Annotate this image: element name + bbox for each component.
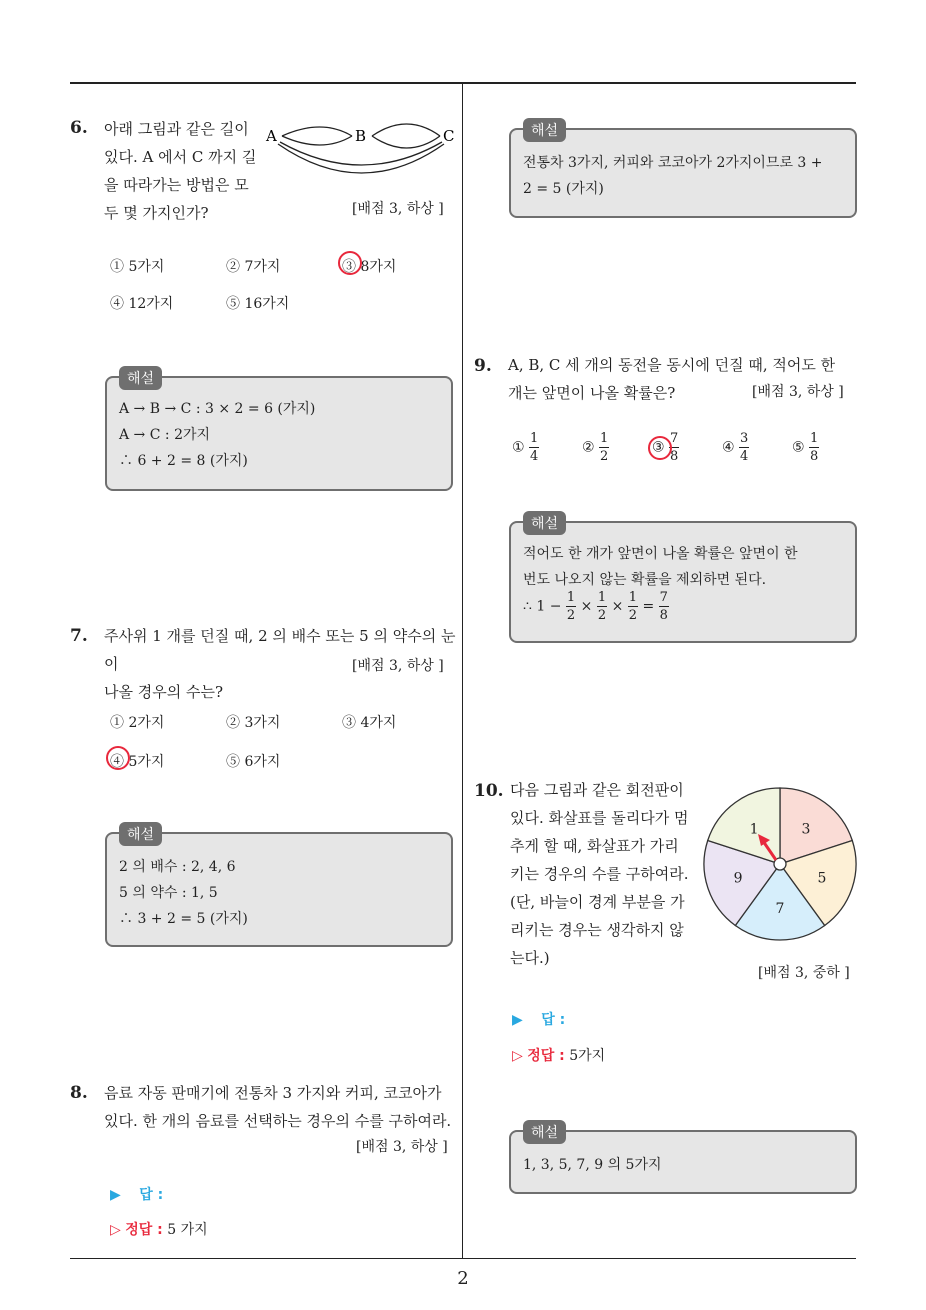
column-divider: [462, 83, 463, 1259]
answer-triangle-icon: ▶: [512, 1012, 523, 1028]
choice-mark: ⑤: [792, 439, 805, 456]
q8-line: 있다. 한 개의 음료를 선택하는 경우의 수를 구하여라.: [104, 1112, 452, 1130]
path-a-b-lower: [282, 136, 352, 145]
solution-tag: 해설: [523, 1120, 566, 1144]
q7-answer-circle: [106, 746, 130, 770]
solution-line: 1, 3, 5, 7, 9 의 5가지: [523, 1157, 662, 1173]
correct-label: 정답 :: [125, 1222, 163, 1238]
bottom-rule: [70, 1258, 856, 1259]
q8-text: [104, 1079, 460, 1135]
q8-line: 음료 자동 판매기에 전통차 3 가지와 커피, 코코아가: [104, 1084, 442, 1102]
choice-fraction: $\frac{3}{4}$: [740, 431, 749, 464]
q7-solution-box: [105, 827, 453, 947]
q10-line: (단, 바늘이 경계 부분을 가: [510, 893, 685, 911]
q8-score: [배점 3, 하상 ]: [356, 1139, 448, 1155]
q8-solution-box: [509, 123, 857, 218]
choice-fraction: $\frac{1}{4}$: [530, 431, 539, 464]
q10-answer-row: [512, 1009, 565, 1029]
correct-value: 5가지: [569, 1048, 606, 1064]
correct-value: 5 가지: [167, 1222, 208, 1238]
q6-choice-4[interactable]: ④ 12가지: [110, 296, 174, 312]
path-a-c-2: [278, 144, 444, 173]
q6-answer-circle: [338, 251, 362, 275]
q9-choice-1[interactable]: [512, 432, 539, 463]
solution-line: 2 = 5 (가지): [523, 181, 604, 197]
choice-mark: ②: [582, 439, 595, 456]
q7-choice-4[interactable]: ④ 5가지: [110, 754, 165, 770]
q6-text: [104, 115, 264, 227]
spinner-wheel: [700, 784, 862, 944]
q10-solution-box: [509, 1125, 857, 1194]
answer-triangle-icon: ▶: [110, 1187, 121, 1203]
q7-choice-3[interactable]: ③ 4가지: [342, 715, 397, 731]
node-c-label: C: [443, 127, 455, 145]
q10-line: 있다. 화살표를 돌리다가 멈: [510, 809, 689, 827]
q9-solution-box: [509, 516, 857, 643]
answer-label: 답 :: [541, 1012, 566, 1028]
q9-choice-5[interactable]: [792, 432, 819, 463]
q10-line: 다음 그림과 같은 회전판이: [510, 781, 684, 799]
solution-line: 5 의 약수 : 1, 5: [119, 885, 218, 901]
correct-label: 정답 :: [527, 1048, 565, 1064]
solution-line: A → C : 2가지: [119, 427, 211, 443]
q9-choice-2[interactable]: [582, 432, 609, 463]
solution-line: 2 의 배수 : 2, 4, 6: [119, 859, 236, 875]
q10-text: [510, 776, 706, 972]
correct-triangle-icon: ▷: [512, 1048, 523, 1064]
choice-mark: ③: [652, 439, 665, 456]
page-number: 2: [457, 1268, 469, 1289]
answer-label: 답 :: [139, 1187, 164, 1203]
q7-choice-2[interactable]: ② 3가지: [226, 715, 281, 731]
choice-fraction: $\frac{1}{2}$: [600, 431, 609, 464]
spinner-sector-label: 3: [801, 821, 811, 838]
node-b-label: B: [355, 127, 367, 145]
solution-line: ∴ 6 + 2 = 8 (가지): [119, 453, 248, 469]
solution-line: 적어도 한 개가 앞면이 나올 확률은 앞면이 한: [523, 546, 798, 562]
solution-tag: 해설: [523, 511, 566, 535]
path-diagram: [262, 118, 462, 186]
path-a-b-upper: [282, 127, 352, 136]
q8-number: 8.: [70, 1083, 88, 1103]
q6-choice-5[interactable]: ⑤ 16가지: [226, 296, 290, 312]
solution-formula: ∴ 1 − $\frac{1}{2}$ × $\frac{1}{2}$ × $\frac{1}{2}$ = $\frac{7}{8}$: [523, 590, 668, 623]
q6-line: 있다. A 에서 C 까지 길: [104, 148, 257, 166]
solution-line: 전통차 3가지, 커피와 코코아가 2가지이므로 3 +: [523, 155, 823, 171]
q10-number: 10.: [474, 781, 504, 801]
spinner-sector-label: 9: [733, 870, 743, 887]
q6-choice-1[interactable]: ① 5가지: [110, 259, 165, 275]
correct-triangle-icon: ▷: [110, 1222, 121, 1238]
spinner-sector-label: 1: [749, 821, 759, 838]
q7-choice-1[interactable]: ① 2가지: [110, 715, 165, 731]
solution-line: 번도 나오지 않는 확률을 제외하면 된다.: [523, 572, 767, 588]
solution-line: ∴ 3 + 2 = 5 (가지): [119, 911, 248, 927]
solution-tag: 해설: [119, 366, 162, 390]
q6-number: 6.: [70, 118, 88, 138]
q7-number: 7.: [70, 626, 88, 646]
q10-line: 추게 할 때, 화살표가 가리: [510, 837, 679, 855]
solution-tag: 해설: [119, 822, 162, 846]
q9-answer-circle: [648, 436, 672, 460]
q9-choice-4[interactable]: [722, 432, 749, 463]
q6-solution-box: [105, 371, 453, 491]
choice-mark: ④: [722, 439, 735, 456]
q6-score: [배점 3, 하상 ]: [352, 201, 444, 217]
q9-line: A, B, C 세 개의 동전을 동시에 던질 때, 적어도 한: [508, 356, 836, 374]
q6-choice-3[interactable]: ③ 8가지: [342, 259, 397, 275]
q10-line: 키는 경우의 수를 구하여라.: [510, 865, 689, 883]
q8-answer-row: [110, 1184, 163, 1204]
path-a-c-1: [280, 142, 442, 165]
q10-correct-row: [512, 1045, 605, 1065]
spinner-sector-label: 5: [817, 870, 827, 887]
q8-correct-row: [110, 1219, 208, 1239]
solution-line: A → B → C : 3 × 2 = 6 (가지): [119, 401, 316, 417]
spinner-sector-label: 7: [775, 901, 785, 918]
q10-line: 리키는 경우는 생각하지 않: [510, 921, 684, 939]
q7-score: [배점 3, 하상 ]: [352, 658, 444, 674]
q7-line: 주사위 1 개를 던질 때, 2 의 배수 또는 5 의 약수의 눈이: [104, 627, 456, 673]
solution-tag: 해설: [523, 118, 566, 142]
q6-line: 아래 그림과 같은 길이: [104, 120, 249, 138]
q10-line: 는다.): [510, 949, 550, 967]
node-a-label: A: [266, 127, 277, 145]
q9-number: 9.: [474, 356, 492, 376]
q9-score: [배점 3, 하상 ]: [752, 384, 844, 400]
q6-line: 을 따라가는 방법은 모: [104, 176, 249, 194]
q9-line: 개는 앞면이 나올 확률은?: [508, 384, 676, 402]
q10-score: [배점 3, 중하 ]: [758, 965, 850, 981]
choice-fraction: $\frac{1}{8}$: [810, 431, 819, 464]
top-rule: [70, 82, 856, 84]
q6-choice-2[interactable]: ② 7가지: [226, 259, 281, 275]
choice-mark: ①: [512, 439, 525, 456]
path-b-c-lower: [372, 136, 440, 148]
choice-fraction: $\frac{7}{8}$: [670, 431, 679, 464]
q7-choice-5[interactable]: ⑤ 6가지: [226, 754, 281, 770]
path-b-c-upper: [372, 124, 440, 136]
q6-line: 두 몇 가지인가?: [104, 204, 209, 222]
q7-line: 나올 경우의 수는?: [104, 683, 224, 701]
